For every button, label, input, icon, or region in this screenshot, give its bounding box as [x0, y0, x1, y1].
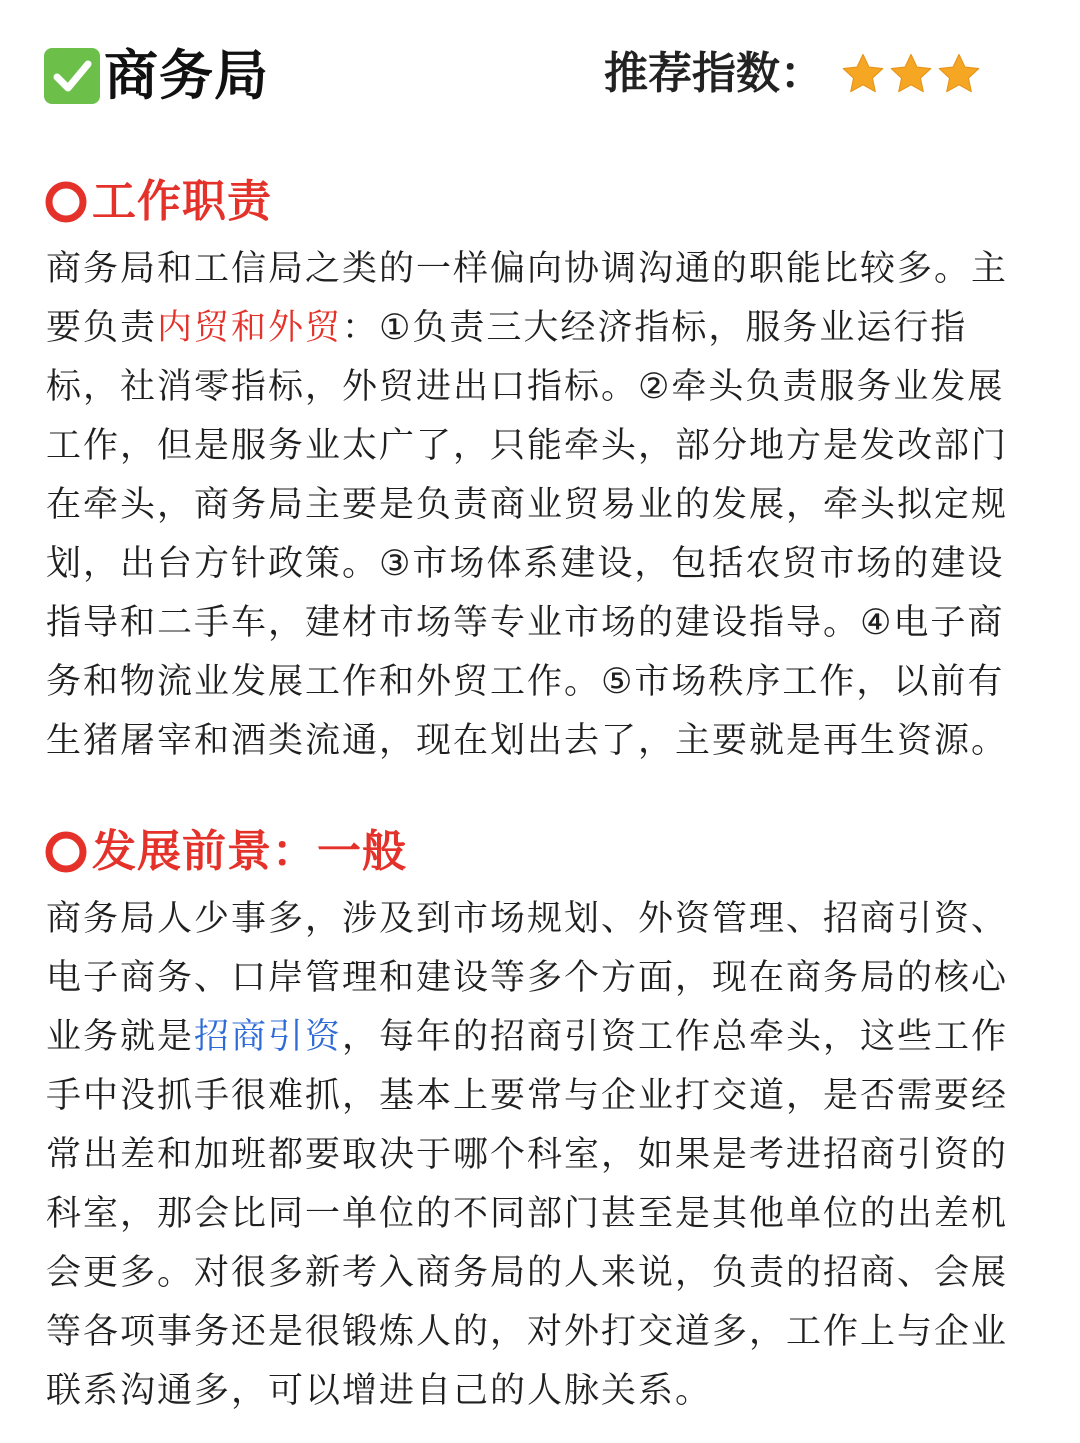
page-header [44, 40, 1034, 112]
section-heading-outlook [44, 824, 407, 880]
section-title: 发展前景：一般 [92, 826, 407, 877]
section-title: 工作职责 [92, 176, 272, 227]
title-group [44, 40, 269, 112]
ring-icon [44, 180, 88, 224]
section-heading-duties [44, 174, 272, 230]
paragraph-text: ，每年的招商引资工作总牵头，这些工作手中没抓手很难抓，基本上要常与企业打交道，是否需要经常出差和加班都要取决于哪个科室，如果是考进招商引资的科室，那会比同一单位的不同部门甚至是其他单位的出差机会更多。对很多新考入商务局的人来说，负责的招商、会展等各项事务还是很锻炼人的，对外打交道多，工作上与企业联系沟通多，可以增进自己的人脉关系。 [46, 1017, 1009, 1411]
rating-label: 推荐指数： [604, 48, 824, 99]
recommendation-rating [604, 46, 982, 102]
star-icon [936, 51, 982, 97]
section-paragraph-duties [46, 240, 1026, 771]
star-icon [888, 51, 934, 97]
page-title: 商务局 [104, 44, 269, 107]
highlight-text: 招商引资 [194, 1017, 343, 1057]
paragraph-text: ：①负责三大经济指标，服务业运行指标，社消零指标，外贸进出口指标。②牵头负责服务业发展工作，但是服务业太广了，只能牵头，部分地方是发改部门在牵头，商务局主要是负责商业贸易业的发展，牵头拟定规划，出台方针政策。③市场体系建设，包括农贸市场的建设指导和二手车，建材市场等专业市场的建设指导。④电子商务和物流业发展工作和外贸工作。⑤市场秩序工作，以前有生猪屠宰和酒类流通，现在划出去了，主要就是再生资源。 [46, 308, 1009, 761]
section-paragraph-outlook [46, 890, 1026, 1421]
ring-icon [44, 830, 88, 874]
paragraph-text: 商务局人少事多，涉及到市场规划、外资管理、招商引资、电子商务、口岸管理和建设等多个方面，现在商务局的核心业务就是 [46, 899, 1009, 1057]
paragraph-text: 商务局和工信局之类的一样偏向协调沟通的职能比较多。主要负责 [46, 249, 1009, 348]
highlight-text: 内贸和外贸 [157, 308, 343, 348]
check-mark-icon [44, 48, 100, 104]
star-icon [840, 51, 886, 97]
rating-stars [838, 51, 982, 97]
